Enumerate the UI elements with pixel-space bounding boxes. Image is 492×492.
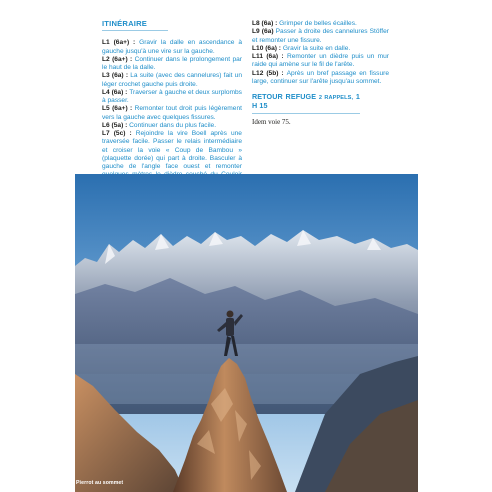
- pitch-separator: :: [123, 72, 131, 80]
- pitch-separator: :: [125, 130, 136, 137]
- pitch-separator: :: [273, 20, 280, 27]
- pitch-l5: [102, 105, 242, 122]
- pitch-grade: (6a): [265, 44, 277, 52]
- left-column: [102, 20, 242, 196]
- pitch-code: L9: [252, 28, 260, 36]
- photo-caption: Pierrot au sommet: [76, 480, 124, 486]
- pitch-description: Traverser à gauche et deux surplombs à passer.: [102, 88, 242, 104]
- pitch-grade: (6a+): [113, 39, 130, 47]
- pitch-grade: (6a): [111, 72, 124, 80]
- pitch-separator: :: [129, 39, 140, 47]
- retour-heading: [252, 93, 360, 114]
- pitch-l1: [102, 39, 242, 56]
- pitch-code: L7: [102, 130, 110, 137]
- pitch-separator: :: [123, 121, 130, 129]
- pitch-l10: [252, 45, 389, 53]
- pitch-separator: :: [123, 88, 130, 96]
- pitch-grade: (5a): [111, 121, 124, 129]
- pitch-grade: (6a): [261, 28, 274, 36]
- pitch-l2: [102, 56, 242, 73]
- mountain-photo-illustration: [75, 174, 418, 492]
- pitch-l11: [252, 53, 389, 70]
- pitch-grade: (6a+): [112, 105, 128, 113]
- pitch-code: L10: [252, 44, 264, 52]
- pitch-code: L1: [102, 39, 110, 47]
- pitch-separator: :: [278, 69, 287, 77]
- pitch-code: L12: [252, 69, 264, 77]
- pitch-description: Remonter tout droit puis légèrement vers la gauche avec quelques fissures.: [102, 105, 242, 121]
- itinerary-title: ITINÉRAIRE: [102, 20, 168, 31]
- pitch-grade: (6a): [261, 20, 274, 27]
- pitch-separator: :: [278, 53, 287, 60]
- pitch-code: L3: [102, 72, 110, 80]
- retour-title: RETOUR REFUGE: [252, 92, 317, 101]
- pitch-list-right: [252, 20, 389, 86]
- pitch-code: L5: [102, 105, 110, 113]
- pitch-code: L6: [102, 121, 110, 129]
- pitch-grade: (6a): [266, 53, 279, 60]
- pitch-description: Passer à droite des cannelures Stöffer et remonter une fissure.: [252, 28, 389, 44]
- pitch-description: La suite (avec des cannelures) fait un léger crochet gauche puis droite.: [102, 72, 242, 88]
- pitch-description: Après un bref passage en fissure large, continuer sur l'arête jusqu'au sommet.: [252, 69, 389, 85]
- right-column: [252, 20, 389, 126]
- pitch-separator: :: [276, 44, 283, 52]
- pitch-l6: [102, 122, 242, 130]
- pitch-description: Grimper de belles écailles.: [279, 20, 357, 27]
- pitch-code: L8: [252, 20, 260, 27]
- pitch-l4: [102, 89, 242, 106]
- pitch-description: Continuer dans du plus facile.: [129, 121, 217, 129]
- pitch-grade: (5b): [266, 69, 279, 77]
- pitch-description: Continuer dans le prolongement par le haut de la dalle.: [102, 55, 242, 71]
- pitch-separator: :: [127, 55, 135, 63]
- pitch-l3: [102, 72, 242, 89]
- pitch-l8: [252, 20, 389, 28]
- retour-time: 1 H 15: [252, 92, 360, 111]
- pitch-grade: (6a): [111, 88, 124, 96]
- summit-photo: [75, 174, 418, 492]
- pitch-description: Gravir la dalle en ascendance à gauche jusqu'à une vire sur la gauche.: [102, 39, 242, 55]
- pitch-description: Rejoindre la vire Boell après une traversée facile. Passer le relais intermédiaire et croiser la voie « Coup de Bambou » (plaquette dorée) qui part à droite. Basculer à gauche de l'angle face ouest et remonter: [102, 130, 242, 170]
- pitch-grade: (5c): [113, 130, 126, 137]
- pitch-l9: [252, 28, 389, 45]
- retour-detail: 2 RAPPELS,: [318, 95, 354, 101]
- pitch-l12: [252, 70, 389, 87]
- pitch-code: L4: [102, 88, 110, 96]
- pitch-list-left: [102, 39, 242, 196]
- retour-text: Idem voie 75.: [252, 117, 291, 126]
- pitch-separator: :: [127, 105, 135, 113]
- pitch-grade: (6a+): [112, 55, 128, 63]
- pitch-description: Remonter un dièdre puis un mur raide qui amène sur le fil de l'arête.: [252, 53, 389, 69]
- pitch-code: L11: [252, 53, 263, 60]
- pitch-description: Gravir la suite en dalle.: [282, 44, 351, 52]
- pitch-code: L2: [102, 55, 110, 63]
